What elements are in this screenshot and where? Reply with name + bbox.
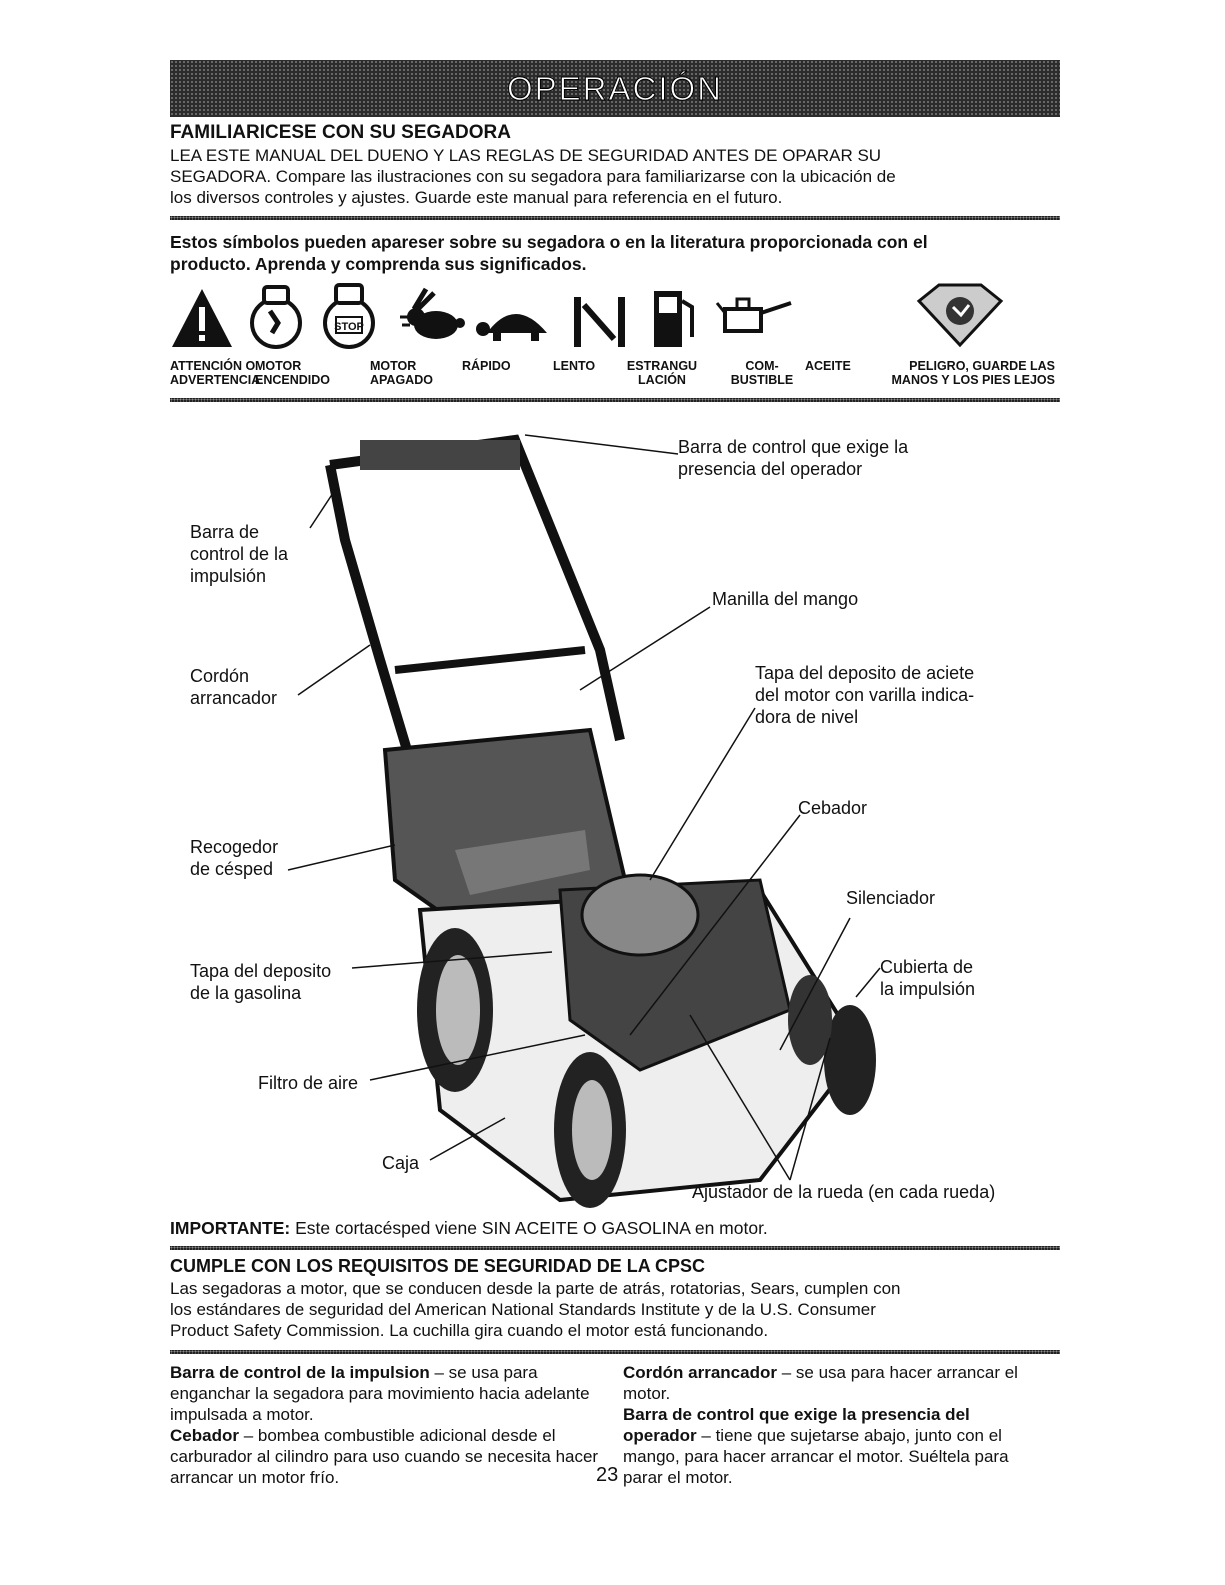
divider xyxy=(170,398,1060,402)
label-line: Barra de xyxy=(190,522,260,542)
turtle-slow-icon xyxy=(475,283,555,349)
symbols-intro-line: Estos símbolos pueden apareser sobre su segadora o en la literatura proporcionada con el xyxy=(170,232,928,252)
label-oil-fill-cap xyxy=(755,662,974,728)
symbol-label: RÁPIDO xyxy=(462,359,511,373)
divider xyxy=(170,1246,1060,1250)
definition-item xyxy=(623,1362,1043,1404)
cpsc-paragraph xyxy=(170,1278,1070,1341)
label-line: la impulsión xyxy=(880,979,976,999)
oil-can-icon xyxy=(715,283,793,349)
symbol-label: MOTOR xyxy=(255,359,302,373)
definition-term: Barra de control que exige la presencia del operador xyxy=(623,1405,970,1445)
label-line: Barra de control que exige la xyxy=(678,437,909,457)
intro-paragraph xyxy=(170,145,1070,208)
definitions-left xyxy=(170,1362,610,1488)
symbol-label: APAGADO xyxy=(370,373,433,387)
label-line: de la gasolina xyxy=(190,983,302,1003)
label-line: presencia del operador xyxy=(678,459,863,479)
important-label: IMPORTANTE: xyxy=(170,1218,291,1238)
label-line: arrancador xyxy=(190,688,278,708)
symbols-intro-line: producto. Aprenda y comprenda sus significados. xyxy=(170,254,587,274)
divider xyxy=(170,216,1060,220)
label-line: Recogedor xyxy=(190,837,279,857)
definitions-right xyxy=(623,1362,1043,1488)
definition-desc: – se usa para enganchar la segadora para movimiento hacia adelante impulsada a motor. xyxy=(170,1363,590,1424)
label-line: Cordón xyxy=(190,666,250,686)
definition-term: Barra de control de la impulsion xyxy=(170,1363,430,1382)
engine-stop-icon xyxy=(318,283,380,349)
label-line: Tapa del deposito xyxy=(190,961,332,981)
mower-diagram xyxy=(0,410,1225,1220)
intro-line: SEGADORA. Compare las ilustraciones con su segadora para familiarizarse con la ubicación de xyxy=(170,167,896,186)
label-air-filter xyxy=(258,1072,358,1094)
mower-illustration xyxy=(0,410,1225,1220)
symbol-label: MOTOR xyxy=(370,359,417,373)
symbol-labels xyxy=(170,359,1060,391)
stop-text: STOP xyxy=(334,321,364,333)
symbol-label: ACEITE xyxy=(805,359,851,373)
label-line: Manilla del mango xyxy=(712,589,859,609)
section-title: OPERACIÓN xyxy=(506,69,724,107)
divider xyxy=(170,1350,1060,1354)
symbol-label: MANOS Y LOS PIES LEJOS xyxy=(891,373,1055,387)
symbol-label: ESTRANGU xyxy=(626,359,698,373)
symbol-label: ATTENCIÓN O xyxy=(170,359,256,373)
section-banner xyxy=(170,60,1060,117)
label-handle-knob xyxy=(712,588,858,610)
engine-on-icon xyxy=(248,283,304,349)
warning-triangle-icon xyxy=(170,283,235,349)
definition-desc: – se usa para hacer arrancar el motor. xyxy=(623,1363,1018,1403)
symbol-label: COM- xyxy=(745,359,779,373)
label-wheel-adjuster xyxy=(692,1181,995,1203)
label-housing xyxy=(382,1152,419,1174)
symbol-label: LENTO xyxy=(553,359,596,373)
symbol-label: LACIÓN xyxy=(638,373,686,387)
label-line: Cubierta de xyxy=(880,957,974,977)
intro-line: los diversos controles y ajustes. Guarde este manual para referencia en el futuro. xyxy=(170,188,783,207)
symbols-row xyxy=(170,283,1060,353)
important-text: Este cortacésped viene SIN ACEITE O GASOLINA en motor. xyxy=(290,1218,768,1238)
intro-line: LEA ESTE MANUAL DEL DUENO Y LAS REGLAS DE SEGURIDAD ANTES DE OPARAR SU xyxy=(170,146,882,165)
label-line: Silenciador xyxy=(846,888,936,908)
page-number: 23 xyxy=(596,1464,619,1486)
label-gas-cap xyxy=(190,960,331,1004)
definition-item xyxy=(170,1425,610,1488)
symbol-label: PELIGRO, GUARDE LAS xyxy=(909,359,1055,373)
cpsc-line: los estándares de seguridad del American National Standards Institute y de la U.S. Consumer xyxy=(170,1300,876,1319)
label-line: del motor con varilla indica- xyxy=(755,685,975,705)
definition-term: Cordón arrancador xyxy=(623,1363,777,1382)
label-line: Caja xyxy=(382,1153,420,1173)
definition-term: Cebador xyxy=(170,1426,239,1445)
label-primer xyxy=(798,797,867,819)
definition-item xyxy=(170,1362,610,1425)
label-drive-control-bar xyxy=(190,521,288,587)
symbols-intro xyxy=(170,231,1070,275)
label-line: impulsión xyxy=(190,566,267,586)
label-line: Cebador xyxy=(798,798,868,818)
rabbit-fast-icon xyxy=(398,283,468,349)
label-line: dora de nivel xyxy=(755,707,859,727)
label-muffler xyxy=(846,887,935,909)
definition-desc: – tiene que sujetarse abajo, junto con el mango, para hacer arrancar el motor. Suéltela para parar el motor. xyxy=(623,1426,1009,1487)
intro-heading: FAMILIARICESE CON SU SEGADORA xyxy=(170,122,511,143)
definition-item xyxy=(623,1404,1043,1488)
label-line: Tapa del deposito de aciete xyxy=(755,663,975,683)
label-drive-cover xyxy=(880,956,975,1000)
label-line: Filtro de aire xyxy=(258,1073,359,1093)
symbol-label: ADVERTENCIA xyxy=(170,373,261,387)
label-starter-cord xyxy=(190,665,277,709)
symbol-label: BUSTIBLE xyxy=(730,373,794,387)
cpsc-heading: CUMPLE CON LOS REQUISITOS DE SEGURIDAD DE LA CPSC xyxy=(170,1256,706,1276)
cpsc-line: Product Safety Commission. La cuchilla gira cuando el motor está funcionando. xyxy=(170,1321,769,1340)
important-note xyxy=(170,1218,768,1239)
label-operator-control-bar xyxy=(678,436,908,480)
label-line: de césped xyxy=(190,859,274,879)
label-line: control de la xyxy=(190,544,289,564)
fuel-pump-icon xyxy=(650,283,698,349)
label-grass-catcher xyxy=(190,836,278,880)
definition-desc: – bombea combustible adicional desde el carburador al cilindro para uso cuando se necesita hacer arrancar un motor frío. xyxy=(170,1426,599,1487)
hand-foot-danger-icon xyxy=(915,283,1005,349)
label-line: Ajustador de la rueda (en cada rueda) xyxy=(692,1182,996,1202)
symbol-label: ENCENDIDO xyxy=(255,373,331,387)
choke-icon xyxy=(570,283,630,349)
cpsc-line: Las segadoras a motor, que se conducen desde la parte de atrás, rotatorias, Sears, cumplen con xyxy=(170,1279,901,1298)
